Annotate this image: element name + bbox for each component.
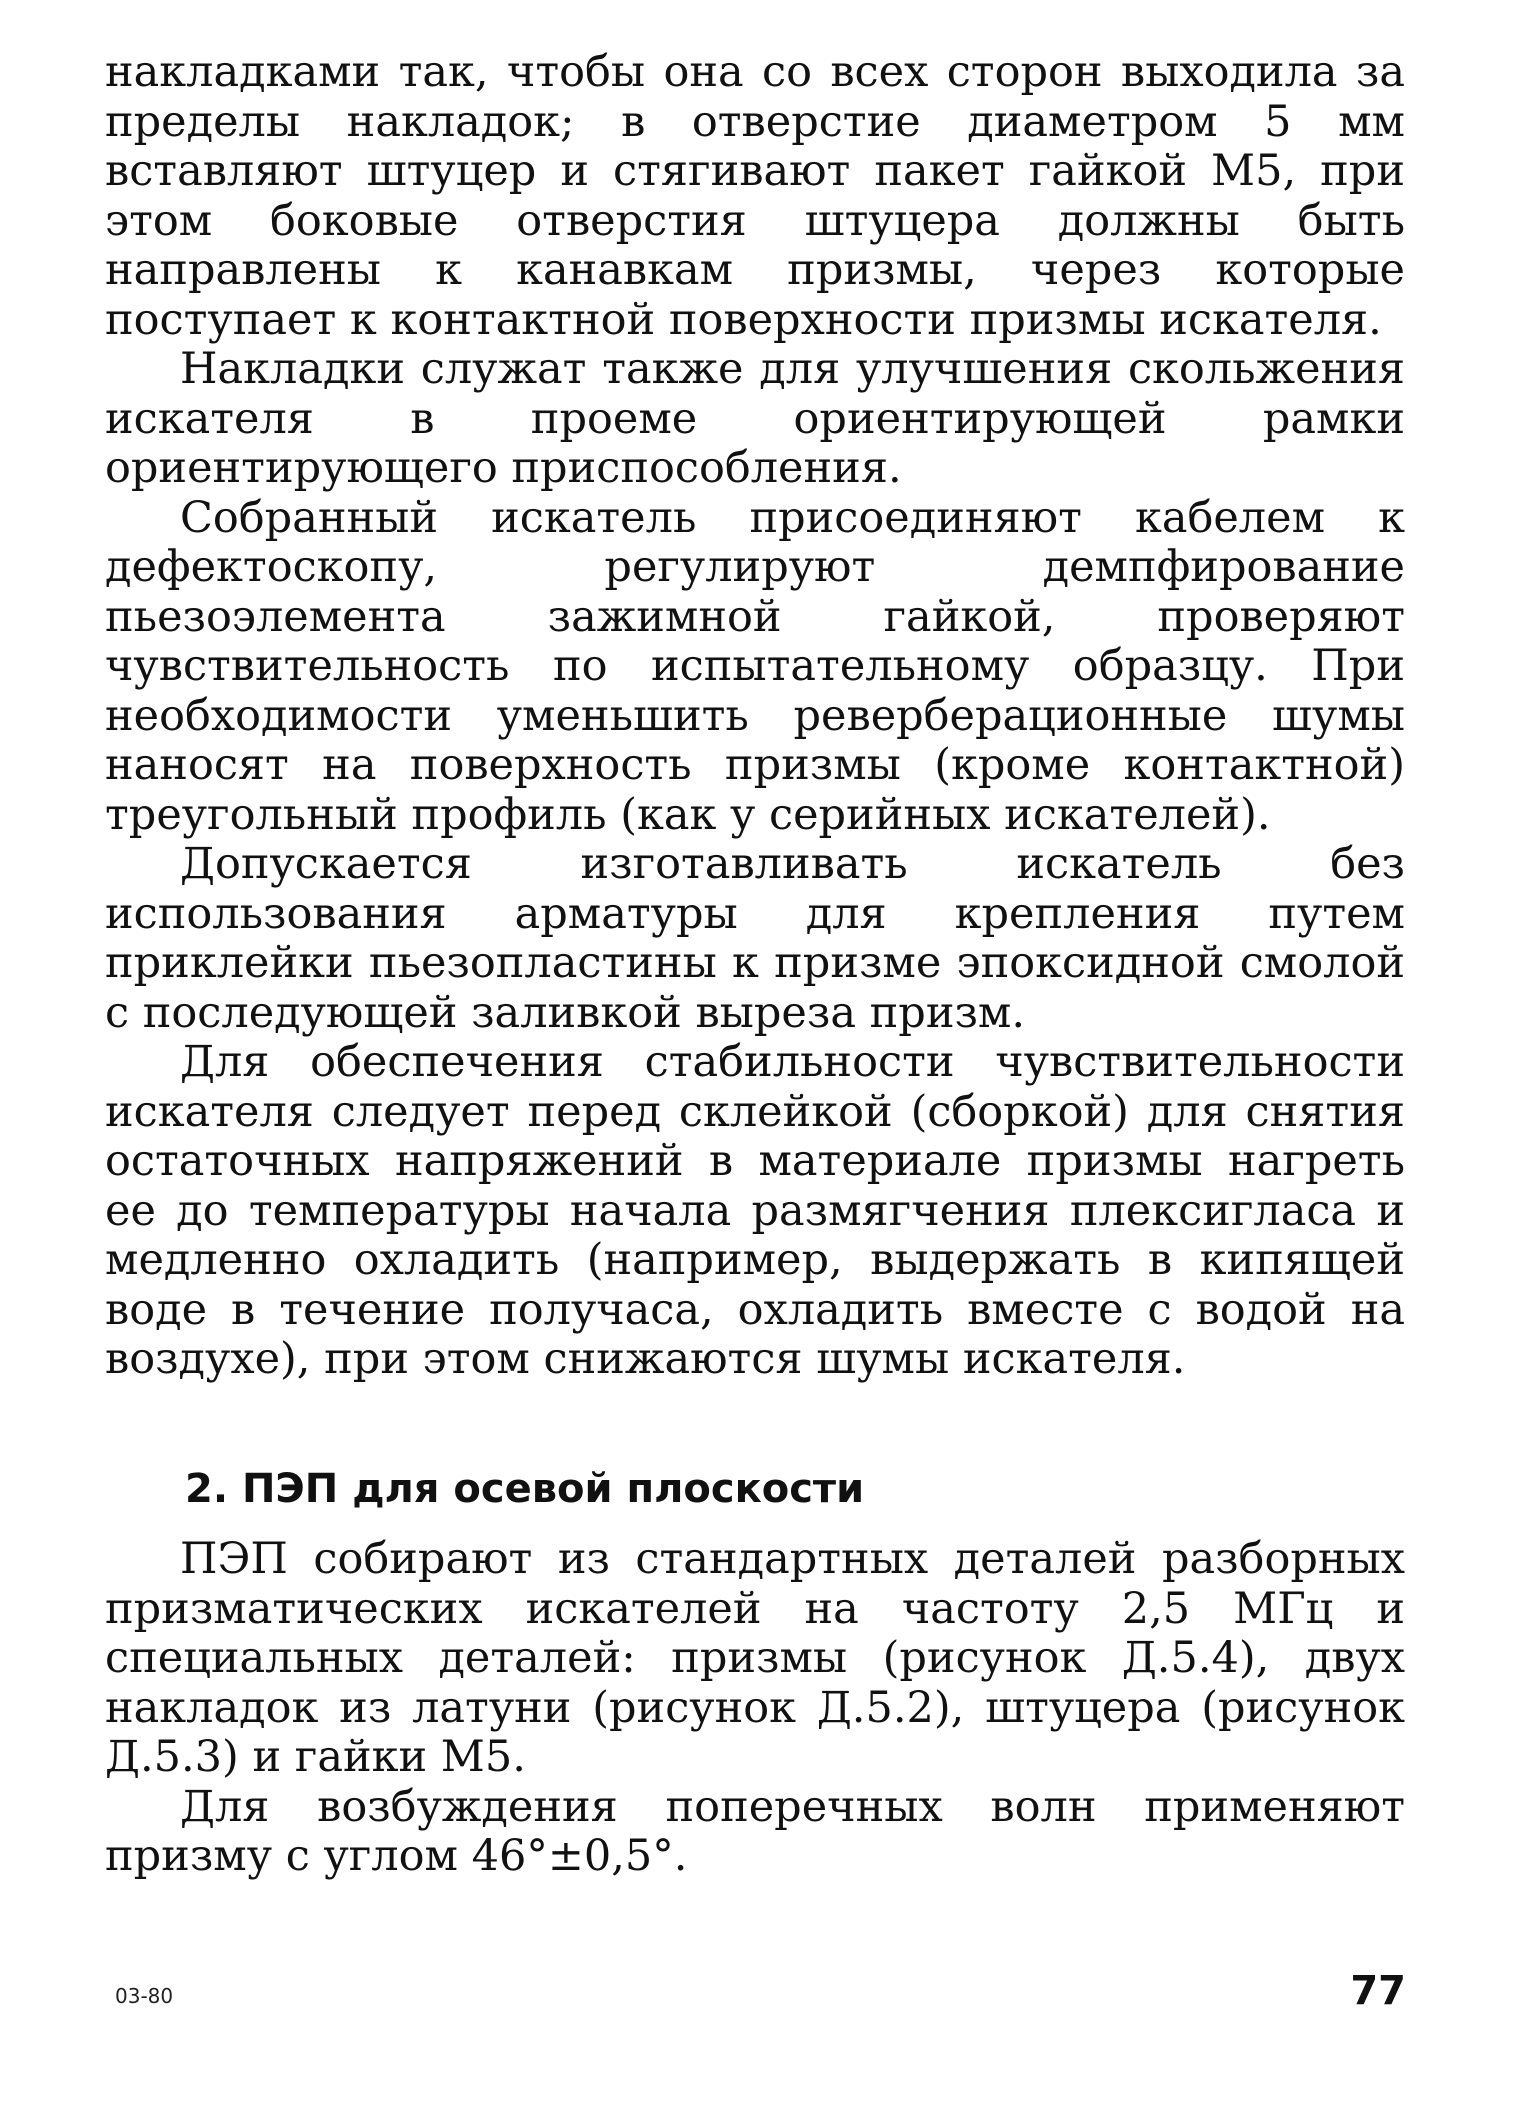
section-heading: 2. ПЭП для осевой плоскости [185,1466,865,1512]
paragraph-continuation: накладками так, чтобы она со всех сторон выходила за пределы накладок; в отверстие диаметром 5 мм вставляют штуцер и стягивают пакет гайкой М5, при этом боковые отверстия штуцера должны быть направлены к канавкам призмы, через которые поступает к контактной поверхности призмы искателя. [105,47,1405,345]
paragraph-stability: Для обеспечения стабильности чувствительности искателя следует перед склейкой (сборкой) для снятия остаточных напряжений в материале призмы нагреть ее до температуры начала размягчения плексигласа и медленно охладить (например, выдержать в кипящей воде в течение получаса, охладить вместе с водой на воздухе), при этом снижаются шумы искателя. [105,1037,1405,1384]
body-text [105,48,1405,1385]
paragraph-gluing: Допускается изготавливать искатель без использования арматуры для крепления путем приклейки пьезопластины к призме эпоксидной смолой с последующей заливкой выреза призм. [105,839,1405,1038]
paragraph-components: ПЭП собирают из стандартных деталей разборных призматических искателей на частоту 2,5 МГц и специальных деталей: призмы (рисунок Д.5.4), двух накладок из латуни (рисунок Д.5.2), штуцера (рисунок Д.5.3) и гайки М5. [105,1534,1405,1782]
paragraph-assembly: Собранный искатель присоединяют кабелем к дефектоскопу, регулируют демпфирование пьезоэлемента зажимной гайкой, проверяют чувствительность по испытательному образцу. При необходимости уменьшить реверберационные шумы наносят на поверхность призмы (кроме контактной) треугольный профиль (как у серийных искателей). [105,492,1405,840]
paragraph-prism-angle: Для возбуждения поперечных волн применяют призму с углом 46°±0,5°. [105,1781,1405,1881]
footer-code: 03-80 [115,1984,174,2008]
page-number: 77 [1350,1968,1406,2014]
section2-text [105,1535,1405,1882]
paragraph-overlays: Накладки служат также для улучшения скольжения искателя в проеме ориентирующей рамки ориентирующего приспособления. [105,344,1405,493]
